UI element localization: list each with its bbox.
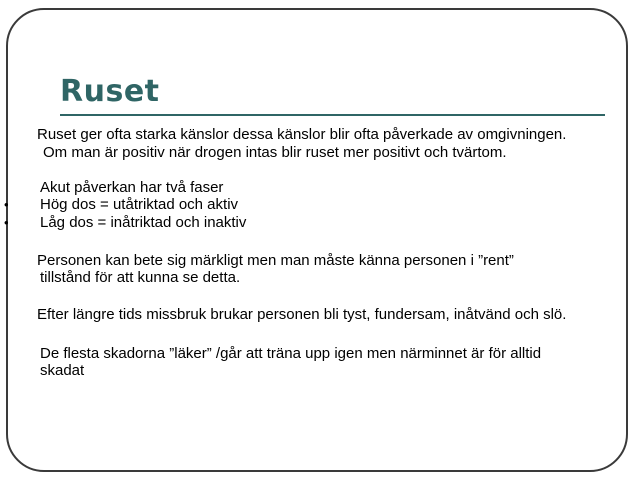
paragraph-2-line-1: Personen kan bete sig märkligt men man måste känna personen i ”rent” <box>37 252 514 269</box>
paragraph-2-line-2: tillstånd för att kunna se detta. <box>40 269 241 286</box>
title-underline <box>60 114 605 116</box>
paragraph-4-line-1: De flesta skadorna ”läker” /går att träna upp igen men närminnet är för alltid <box>40 345 542 362</box>
bullet-marker-1: • <box>4 197 9 212</box>
bullet-item-2: Låg dos = inåtriktad och inaktiv <box>40 214 247 231</box>
paragraph-3: Efter längre tids missbruk brukar personen bli tyst, fundersam, inåtvänd och slö. <box>37 306 567 323</box>
bullet-item-1: Hög dos = utåtriktad och aktiv <box>40 196 239 213</box>
bullet-marker-2: • <box>4 215 9 230</box>
paragraph-1-line-2: Om man är positiv när drogen intas blir ruset mer positivt och tvärtom. <box>43 144 507 161</box>
paragraph-1-line-1: Ruset ger ofta starka känslor dessa känslor blir ofta påverkade av omgivningen. <box>37 126 567 143</box>
slide-title: Ruset <box>60 74 160 109</box>
paragraph-4-line-2: skadat <box>40 362 85 379</box>
effects-heading: Akut påverkan har två faser <box>40 179 224 196</box>
